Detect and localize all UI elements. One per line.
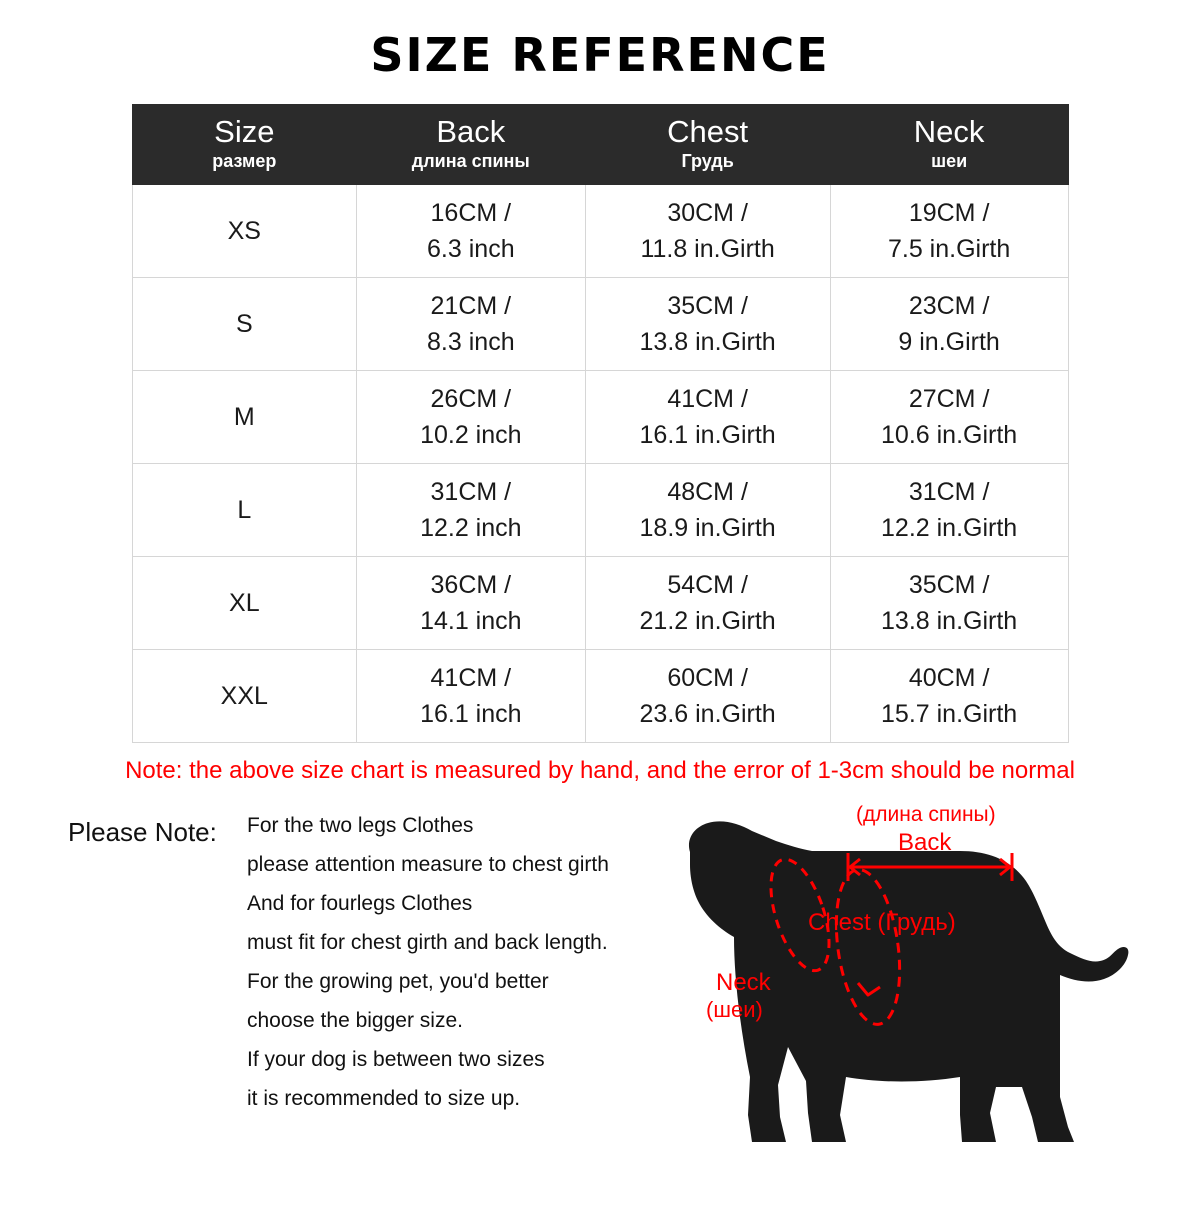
cell-back-inch: 12.2 inch (420, 514, 522, 543)
cell-neck (830, 557, 1068, 650)
cell-neck-cm: 31CM / (908, 478, 990, 507)
cell-chest-cm: 54CM / (667, 571, 748, 600)
cell-size: XS (132, 185, 357, 278)
cell-chest-inch: 21.2 in.Girth (639, 607, 776, 636)
cell-size: L (132, 464, 357, 557)
cell-chest-cm: 35CM / (667, 292, 748, 321)
size-reference-table (132, 104, 1069, 743)
cell-chest-cm: 41CM / (667, 385, 748, 414)
cell-back-cm: 36CM / (430, 571, 512, 600)
column-header-back-main: Back (436, 114, 506, 149)
table-row (132, 371, 1068, 464)
cell-neck-inch: 12.2 in.Girth (881, 514, 1018, 543)
cell-size: S (132, 278, 357, 371)
cell-chest-cm: 30CM / (667, 199, 748, 228)
table-row (132, 464, 1068, 557)
lower-section (0, 803, 1200, 1167)
cell-neck (830, 185, 1068, 278)
cell-neck (830, 464, 1068, 557)
cell-neck-cm: 40CM / (908, 664, 990, 693)
column-header-neck-main: Neck (913, 114, 985, 149)
column-header-chest-main: Chest (667, 114, 749, 149)
cell-chest-inch: 16.1 in.Girth (639, 421, 776, 450)
label-back: Back (898, 829, 952, 857)
cell-back-inch: 6.3 inch (427, 235, 515, 264)
page-title: SIZE REFERENCE (370, 28, 830, 82)
cell-neck-cm: 35CM / (908, 571, 990, 600)
cell-neck (830, 371, 1068, 464)
cell-chest (585, 650, 830, 743)
cell-chest (585, 557, 830, 650)
cell-neck (830, 278, 1068, 371)
note-line: For the growing pet, you'd better (247, 970, 549, 994)
cell-size: XL (132, 557, 357, 650)
cell-size: M (132, 371, 357, 464)
table-row (132, 185, 1068, 278)
note-line: please attention measure to chest girth (247, 853, 609, 877)
cell-chest (585, 185, 830, 278)
please-note-lines (247, 815, 667, 1127)
cell-back-cm: 21CM / (430, 292, 512, 321)
cell-back-cm: 31CM / (430, 478, 512, 507)
cell-neck-cm: 27CM / (908, 385, 990, 414)
cell-chest-inch: 11.8 in.Girth (640, 235, 775, 264)
cell-back (357, 557, 585, 650)
table-row (132, 557, 1068, 650)
cell-back-inch: 16.1 inch (420, 700, 522, 729)
column-header-neck (830, 105, 1068, 185)
note-line: If your dog is between two sizes (247, 1048, 545, 1072)
cell-back-cm: 26CM / (430, 385, 512, 414)
column-header-back-sub: длина спины (411, 150, 530, 171)
cell-chest-cm: 48CM / (667, 478, 748, 507)
note-line: And for fourlegs Clothes (247, 892, 473, 916)
label-chest: Chest (Грудь) (808, 909, 956, 937)
cell-neck-inch: 7.5 in.Girth (887, 235, 1011, 264)
please-note-label: Please Note: (68, 817, 217, 848)
label-neck: Neck (716, 969, 771, 997)
cell-back-inch: 8.3 inch (427, 328, 515, 357)
table-header-row (132, 105, 1068, 185)
cell-back-cm: 16CM / (430, 199, 512, 228)
note-line: it is recommended to size up. (247, 1087, 521, 1111)
cell-chest-inch: 23.6 in.Girth (639, 700, 776, 729)
column-header-neck-sub: шеи (931, 150, 968, 171)
column-header-chest-sub: Грудь (681, 150, 734, 171)
cell-back-inch: 10.2 inch (420, 421, 522, 450)
cell-neck-inch: 10.6 in.Girth (881, 421, 1018, 450)
cell-neck-inch: 13.8 in.Girth (881, 607, 1018, 636)
cell-back (357, 464, 585, 557)
cell-chest-inch: 18.9 in.Girth (639, 514, 776, 543)
cell-chest-inch: 13.8 in.Girth (639, 328, 776, 357)
cell-back-cm: 41CM / (430, 664, 512, 693)
cell-neck-inch: 15.7 in.Girth (881, 700, 1018, 729)
size-table-container (132, 104, 1069, 743)
cell-back (357, 185, 585, 278)
column-header-size-sub: размер (212, 150, 277, 171)
note-line: choose the bigger size. (247, 1009, 463, 1033)
note-line: For the two legs Clothes (247, 814, 474, 838)
cell-neck-inch: 9 in.Girth (898, 328, 1000, 357)
cell-neck (830, 650, 1068, 743)
column-header-size-main: Size (214, 114, 275, 149)
cell-chest (585, 371, 830, 464)
label-back-sub: (длина спины) (856, 803, 996, 827)
cell-size: XXL (132, 650, 357, 743)
cell-neck-cm: 23CM / (908, 292, 990, 321)
column-header-chest (585, 105, 830, 185)
note-line: must fit for chest girth and back length. (247, 931, 608, 955)
cell-chest (585, 278, 830, 371)
table-header (132, 105, 1068, 185)
table-row (132, 650, 1068, 743)
cell-chest (585, 464, 830, 557)
table-body (132, 185, 1068, 743)
measurement-note: Note: the above size chart is measured by hand, and the error of 1-3cm should be normal (125, 757, 1075, 785)
cell-neck-cm: 19CM / (908, 199, 990, 228)
dog-measurement-diagram (660, 797, 1190, 1167)
column-header-size (132, 105, 357, 185)
label-neck-sub: (шеи) (706, 997, 763, 1023)
cell-back (357, 650, 585, 743)
table-row (132, 278, 1068, 371)
cell-chest-cm: 60CM / (667, 664, 748, 693)
column-header-back (357, 105, 585, 185)
cell-back (357, 278, 585, 371)
cell-back-inch: 14.1 inch (420, 607, 522, 636)
cell-back (357, 371, 585, 464)
